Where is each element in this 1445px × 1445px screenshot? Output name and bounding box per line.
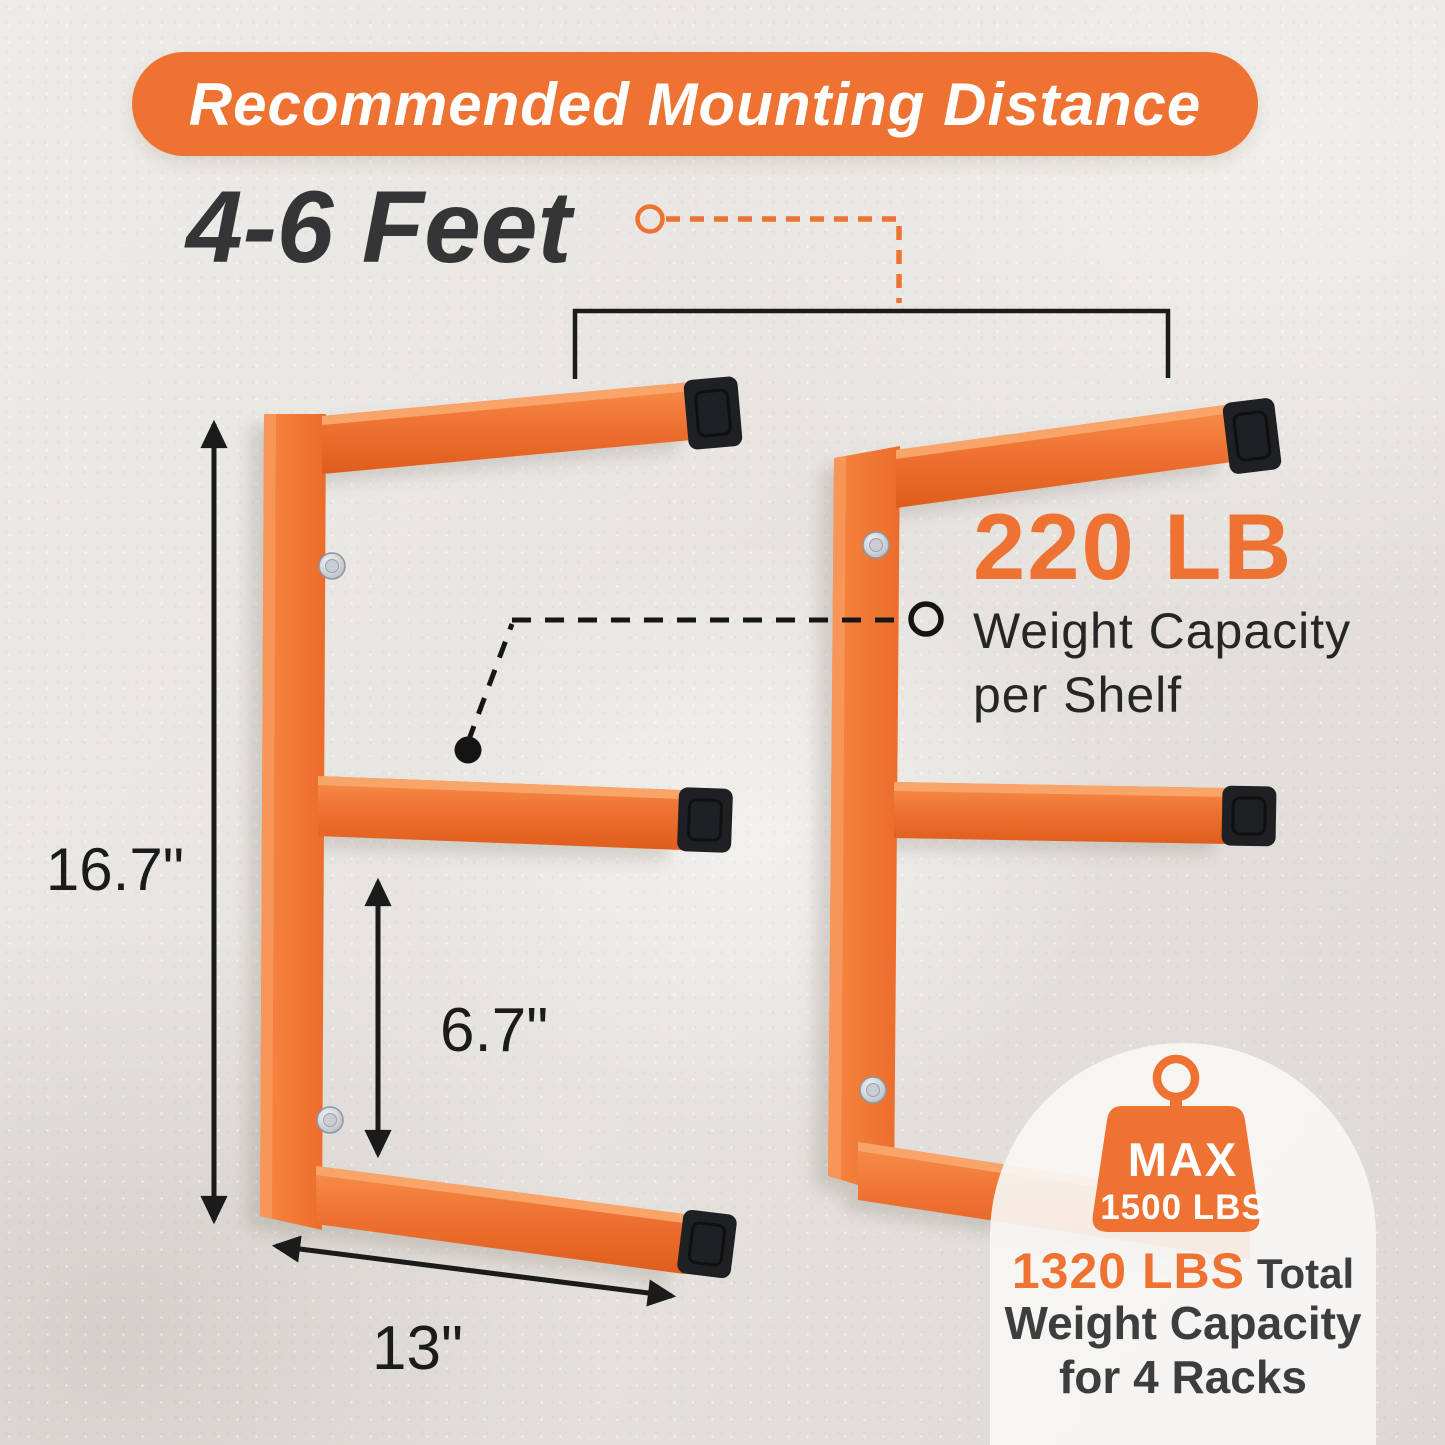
banner-label: Recommended Mounting Distance bbox=[188, 70, 1202, 138]
dimension-height-label: 16.7" bbox=[45, 836, 184, 903]
max-badge-value: 1500 LBS bbox=[1100, 1188, 1266, 1227]
total-capacity-value: 1320 LBS bbox=[1011, 1243, 1245, 1299]
max-badge-label: MAX bbox=[1127, 1133, 1239, 1186]
total-capacity-suffix: Total bbox=[1256, 1250, 1355, 1297]
dimension-shelf-gap-label: 6.7" bbox=[440, 996, 549, 1065]
total-capacity-line3: for 4 Racks bbox=[1058, 1351, 1307, 1403]
total-capacity-line2: Weight Capacity bbox=[1004, 1297, 1362, 1349]
dimension-depth-label: 13" bbox=[372, 1314, 463, 1383]
total-capacity-line1 bbox=[990, 1243, 1376, 1299]
shelf-capacity-caption-line1: Weight Capacity bbox=[973, 603, 1352, 659]
shelf-capacity-value: 220 LB bbox=[973, 494, 1294, 599]
shelf-capacity-caption-line2: per Shelf bbox=[973, 667, 1183, 723]
mounting-distance-value: 4-6 Feet bbox=[186, 170, 572, 284]
